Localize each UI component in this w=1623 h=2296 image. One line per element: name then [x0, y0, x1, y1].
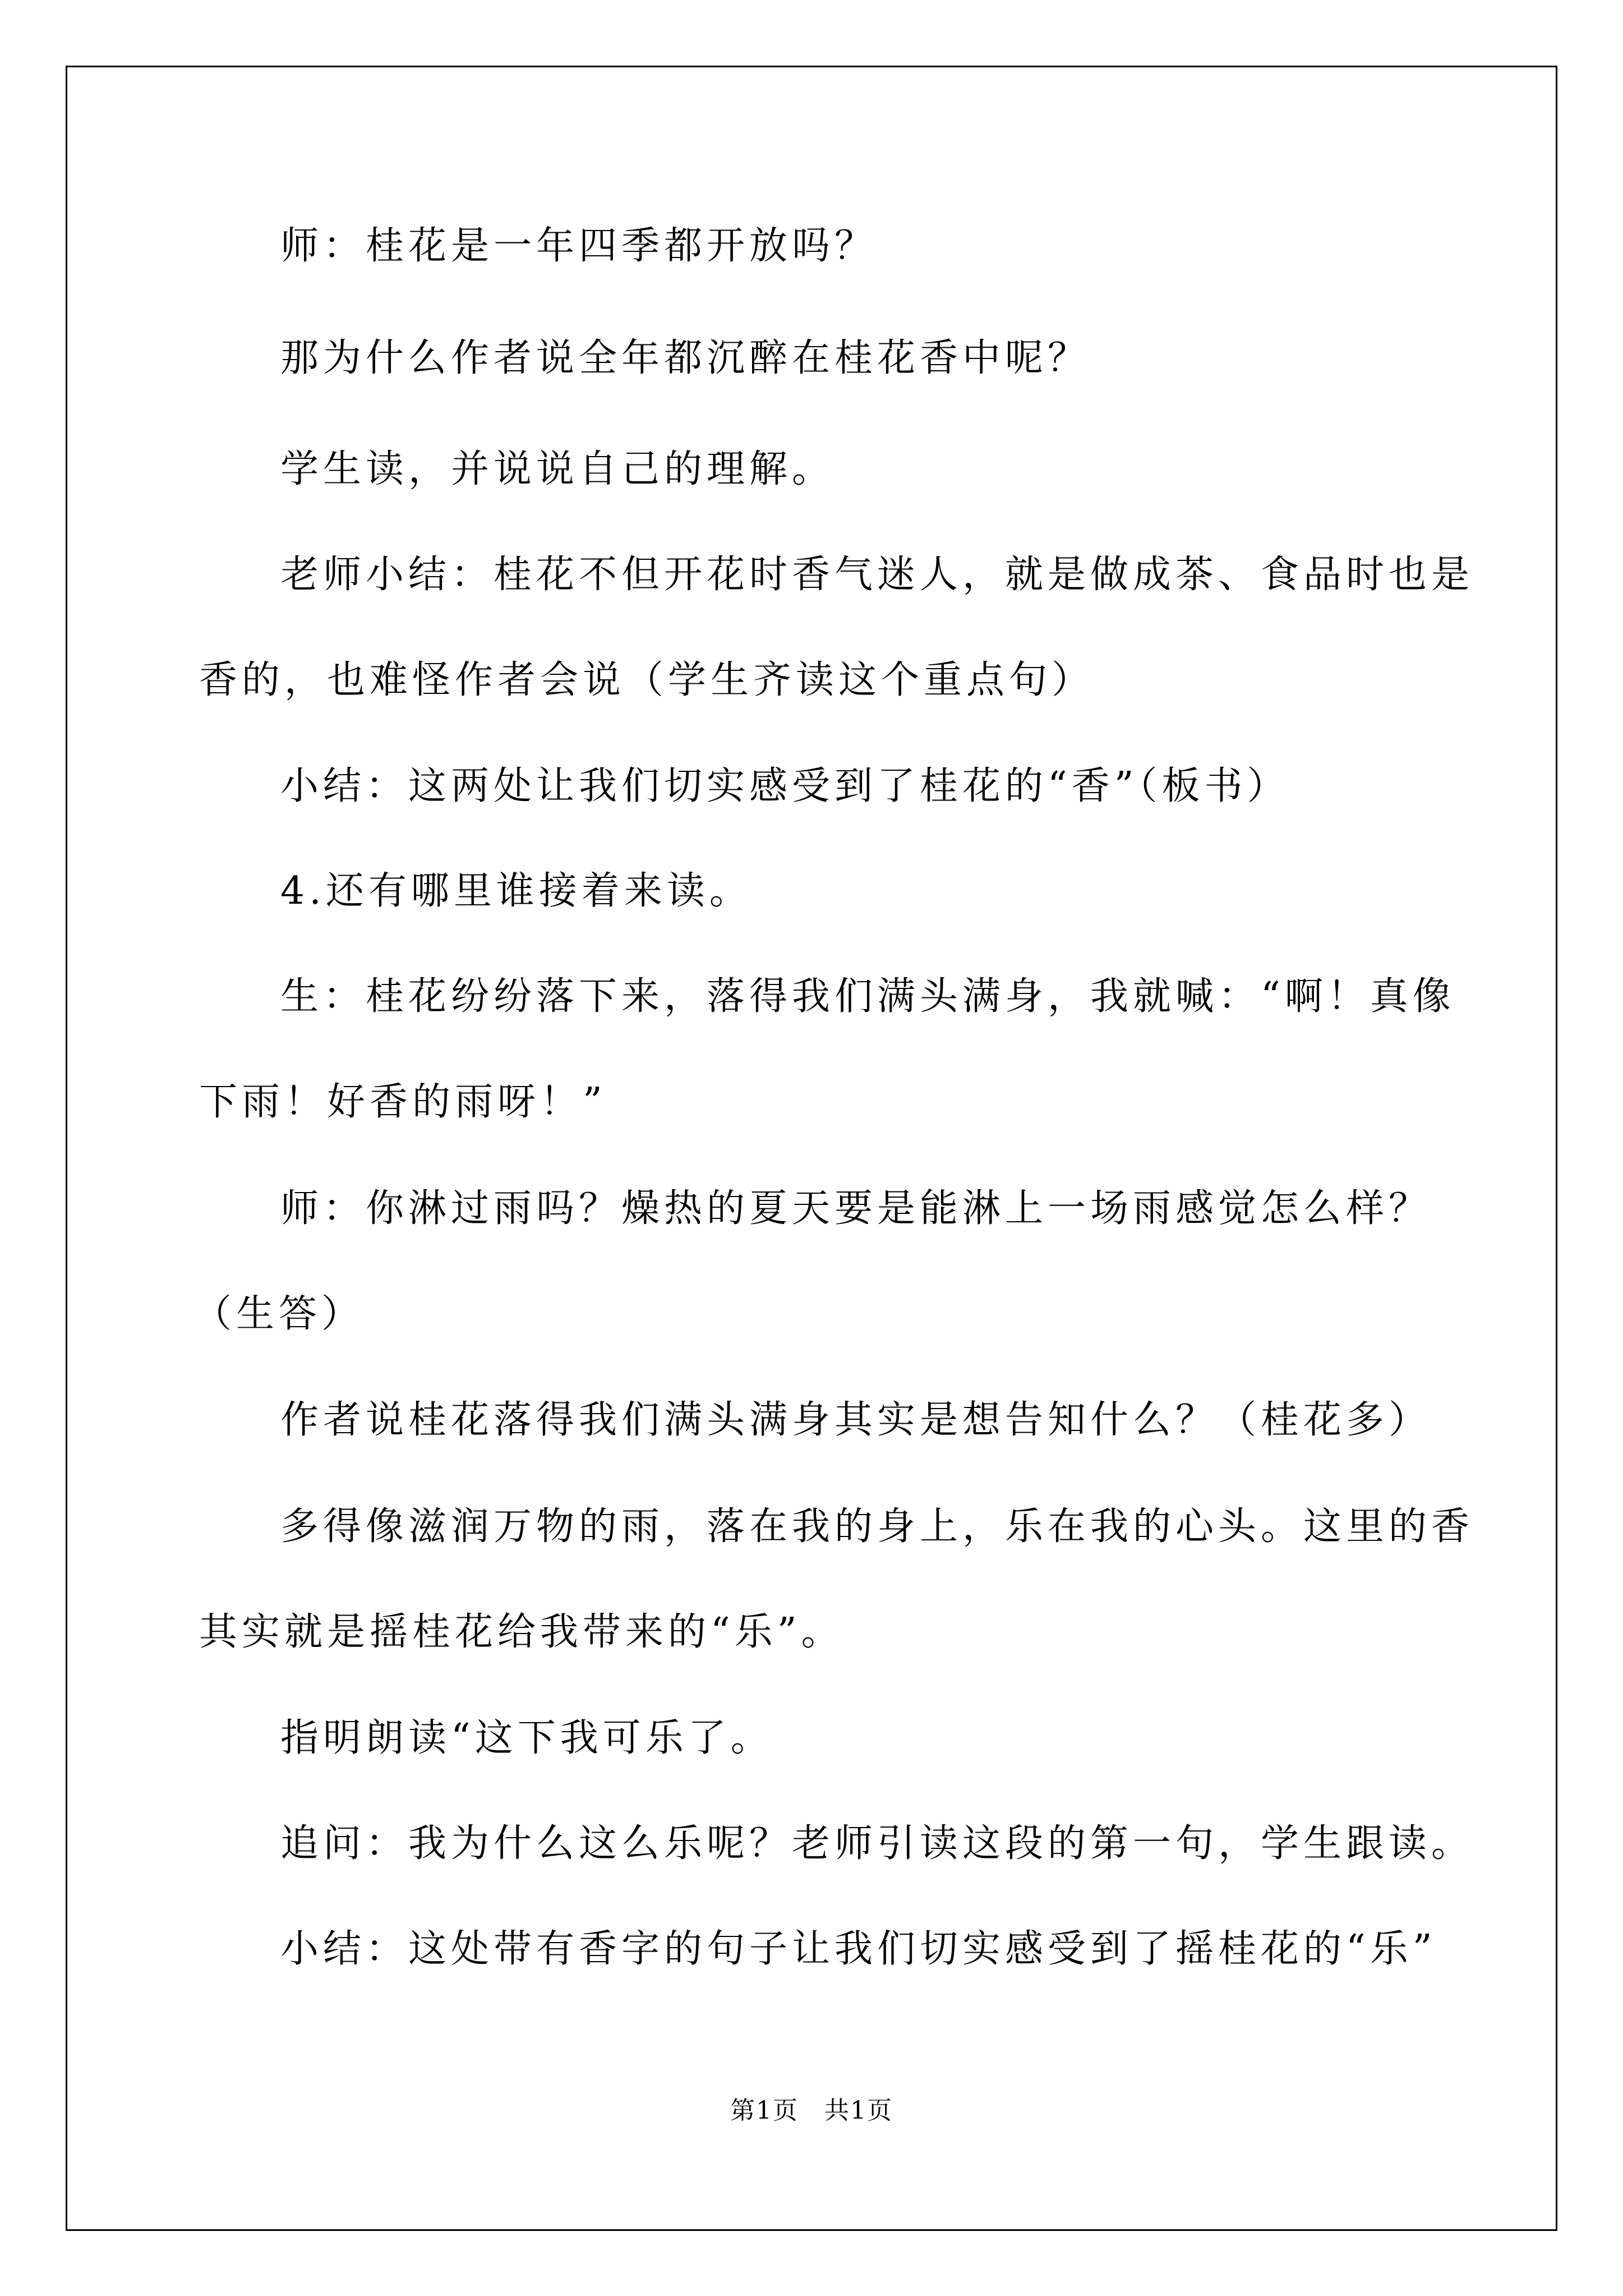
- paragraph-line: 作者说桂花落得我们满头满身其实是想告知什么？（桂花多）: [280, 1398, 1432, 1442]
- paragraph-line: 多得像滋润万物的雨，落在我的身上，乐在我的心头。这里的香: [280, 1504, 1474, 1549]
- page-border: [66, 66, 1557, 2231]
- paragraph-line: （生答）: [193, 1292, 365, 1336]
- paragraph-line: 学生读，并说说自己的理解。: [280, 447, 835, 491]
- paragraph-line: 其实就是摇桂花给我带来的“乐”。: [199, 1610, 844, 1654]
- paragraph-line: 老师小结：桂花不但开花时香气迷人，就是做成茶、食品时也是: [280, 553, 1474, 597]
- paragraph-line: 师：桂花是一年四季都开放吗？: [280, 224, 878, 268]
- paragraph-line: 生：桂花纷纷落下来，落得我们满头满身，我就喊：“啊！真像: [280, 974, 1455, 1019]
- paragraph-line: 追问：我为什么这么乐呢？老师引读这段的第一句，学生跟读。: [280, 1821, 1474, 1866]
- paragraph-line: 4.还有哪里谁接着来读。: [280, 869, 752, 913]
- paragraph-line: 香的，也难怪作者会说（学生齐读这个重点句）: [199, 658, 1095, 702]
- paragraph-line: 师：你淋过雨吗？燥热的夏天要是能淋上一场雨感觉怎么样？: [280, 1186, 1432, 1231]
- paragraph-line: 那为什么作者说全年都沉醉在桂花香中呢？: [280, 336, 1091, 380]
- paragraph-line: 小结：这处带有香字的句子让我们切实感受到了摇桂花的“乐”: [280, 1927, 1437, 1971]
- page-number-footer: 第1页 共1页: [730, 2096, 893, 2125]
- paragraph-line: 指明朗读“这下我可乐了。: [280, 1716, 773, 1760]
- paragraph-line: 小结：这两处让我们切实感受到了桂花的“香”（板书）: [280, 764, 1290, 808]
- paragraph-line: 下雨！好香的雨呀！”: [199, 1080, 607, 1124]
